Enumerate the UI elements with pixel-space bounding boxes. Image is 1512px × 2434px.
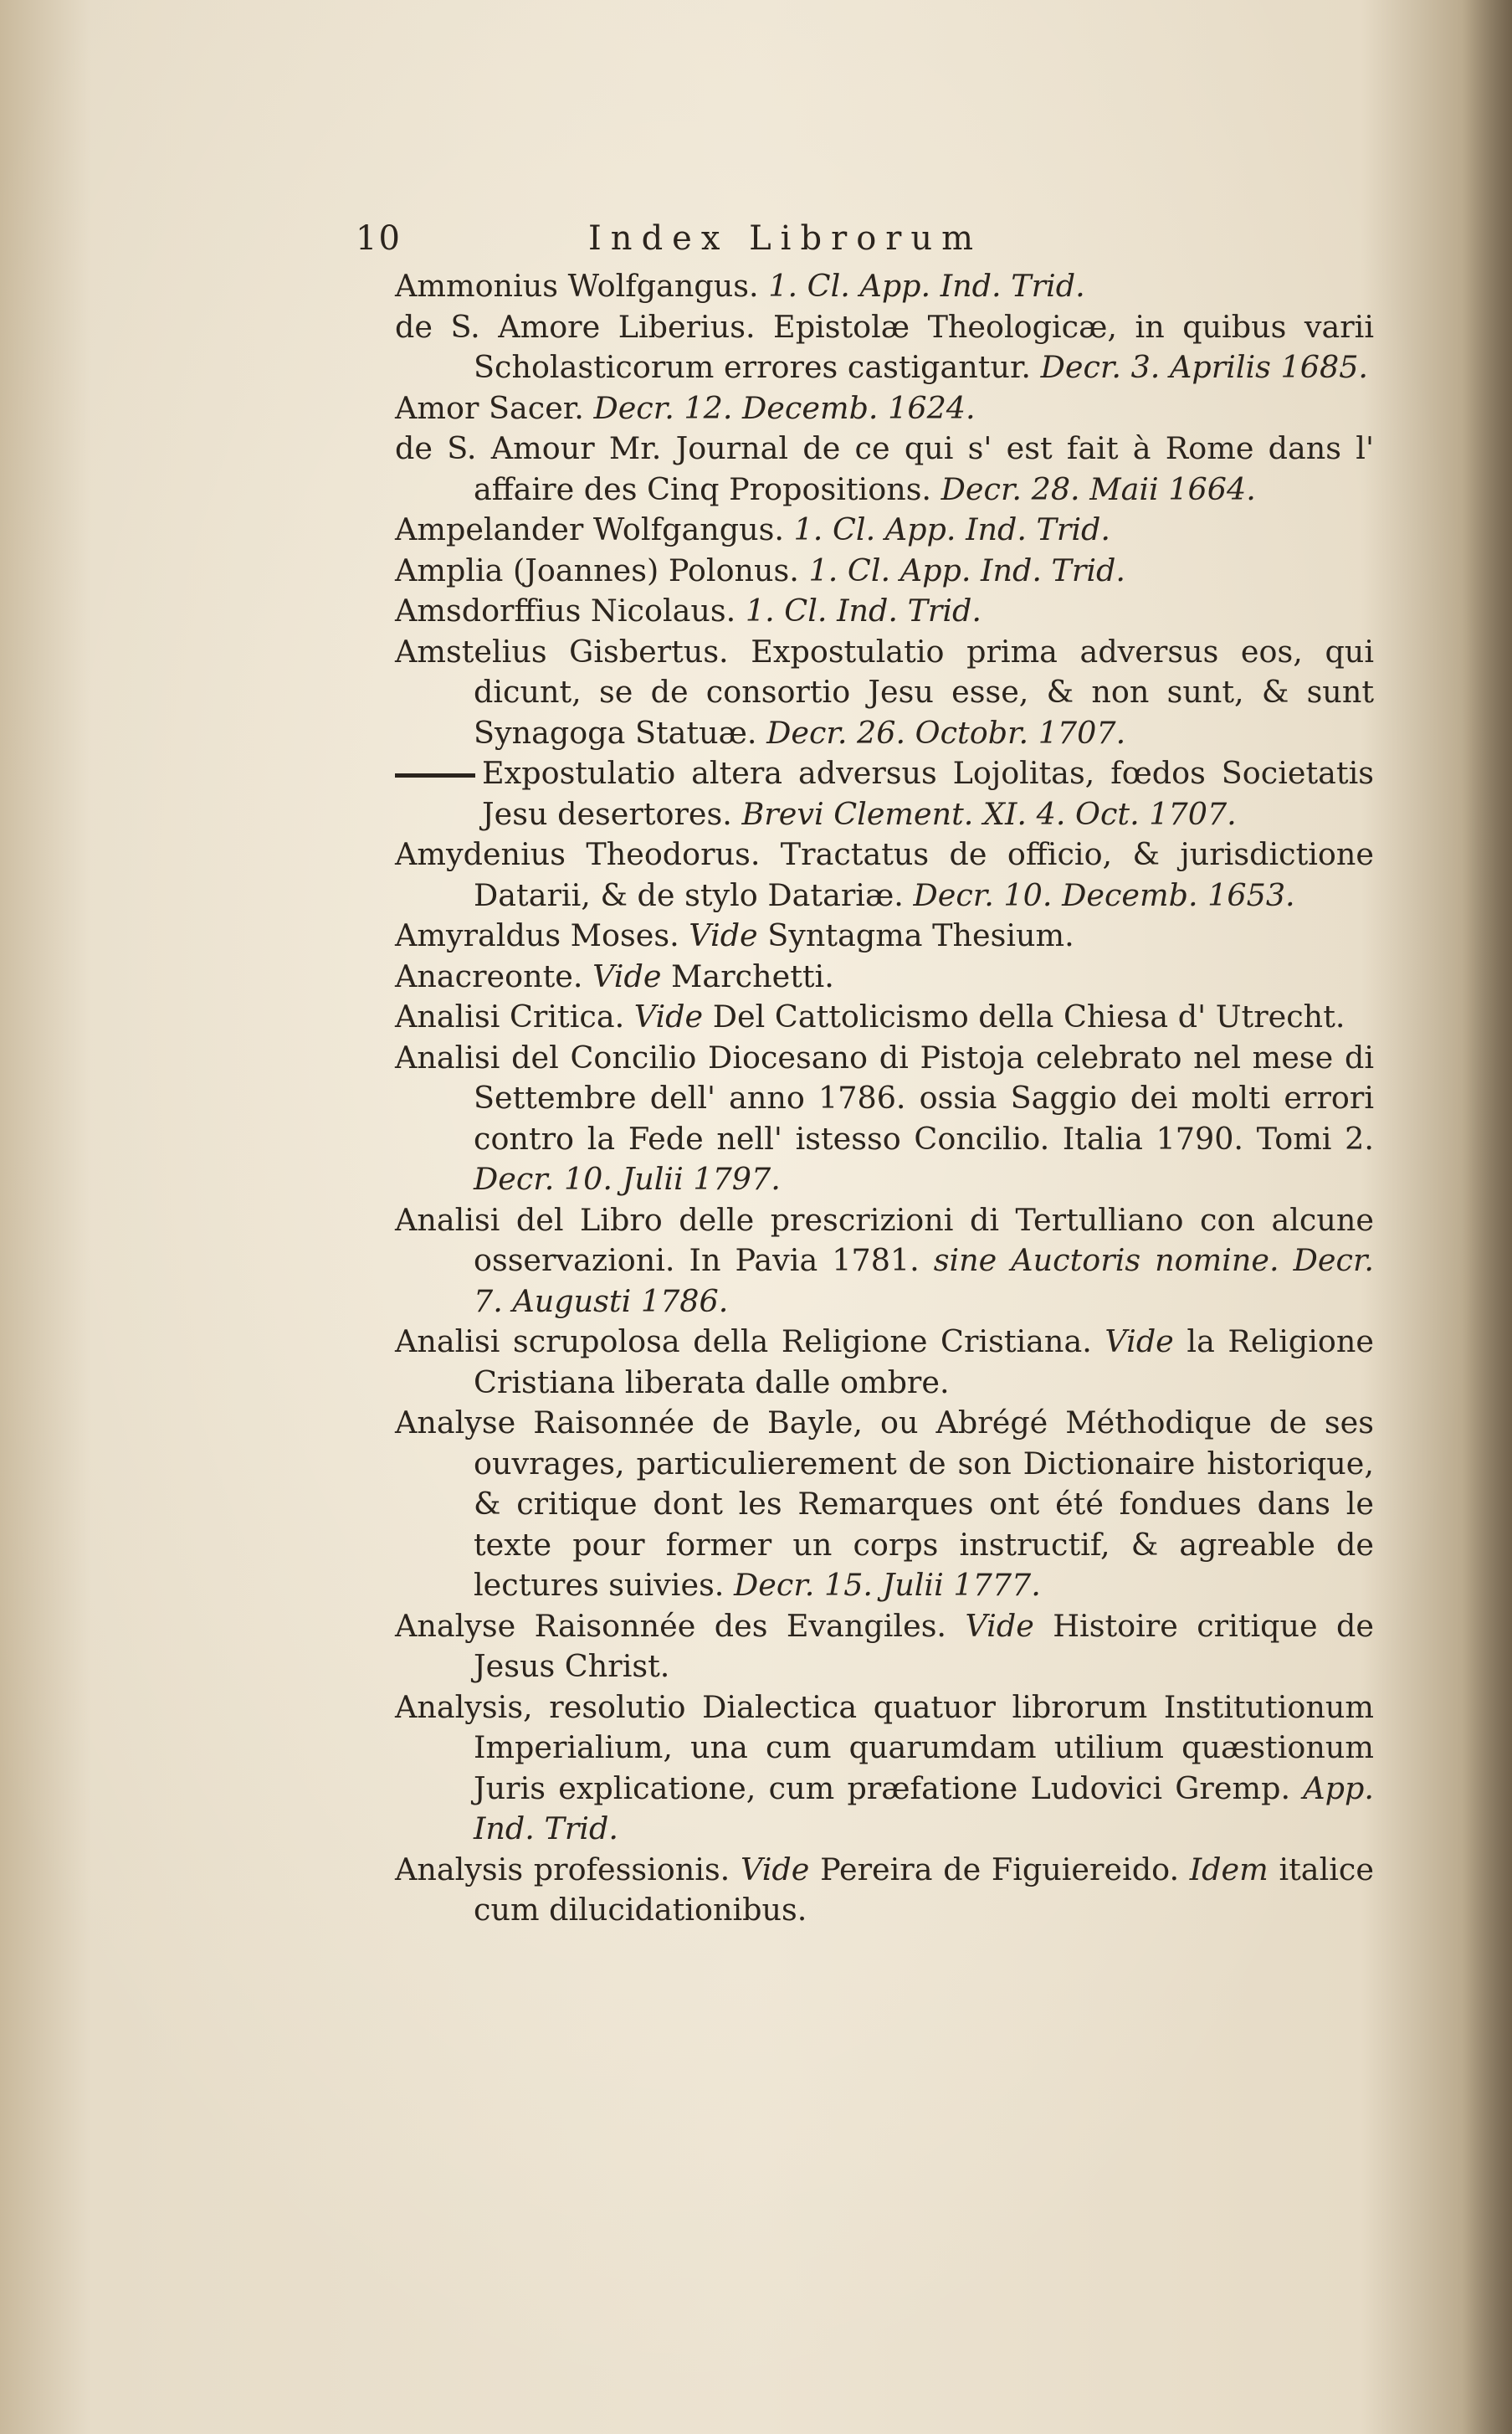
entry-text: Anacreonte.: [395, 958, 583, 994]
entry-cross-reference: Marchetti.: [661, 958, 834, 994]
entry-reference: Vide: [582, 958, 662, 994]
page-edge-shadow: [1462, 0, 1512, 2434]
entry-text: Amyraldus Moses.: [395, 917, 679, 953]
index-entry: [395, 429, 1374, 510]
index-entry: [395, 997, 1374, 1038]
entry-cross-reference: Histoire critique de Jesus Christ.: [474, 1607, 1374, 1684]
entry-text: Analisi del Libro delle prescrizioni di Tertulliano con alcune osservazioni. In Pavia 1781.: [395, 1201, 1374, 1278]
entry-reference: 1. Cl. App. Ind. Trid.: [798, 552, 1125, 588]
entry-text: Ampelander Wolfgangus.: [395, 511, 784, 547]
entry-text: Analysis, resolutio Dialectica quatuor librorum Institutionum Imperialium, una cum quarumdam utilium quæstionum Juris explicatione, cum præfatione Ludovici Gremp.: [395, 1688, 1374, 1806]
index-entry: [395, 916, 1374, 957]
entry-reference: 1. Cl. App. Ind. Trid.: [758, 268, 1085, 304]
entry-text: Amor Sacer.: [395, 389, 584, 426]
entry-reference: Vide: [624, 999, 704, 1035]
entry-text: Analisi del Concilio Diocesano di Pistoja celebrato nel mese di Settembre dell' anno 1786. ossia Saggio dei molti errori contro la Fede nell' istesso Concilio. Italia 1790. Tomi 2.: [395, 1039, 1374, 1157]
entry-cross-reference: Del Cattolicismo della Chiesa d' Utrecht.: [703, 999, 1345, 1035]
index-entry: [395, 632, 1374, 754]
index-entry: [395, 1606, 1374, 1687]
index-entry: [395, 591, 1374, 632]
index-entries: [395, 266, 1374, 1931]
index-entry: [395, 307, 1374, 388]
entry-reference: Decr. 15. Julii 1777.: [724, 1567, 1041, 1603]
index-entry: [395, 834, 1374, 916]
index-entry-continuation: [395, 753, 1374, 834]
entry-reference: Decr. 10. Decemb. 1653.: [903, 876, 1295, 913]
entry-reference: Idem: [1179, 1851, 1269, 1887]
entry-reference: 1. Cl. Ind. Trid.: [735, 593, 982, 629]
entry-text: Analisi scrupolosa della Religione Cristiana.: [395, 1323, 1092, 1359]
ditto-dash: [395, 773, 475, 778]
entry-text: Expostulatio altera adversus Lojolitas, fœdos Societatis Jesu desertores.: [482, 755, 1374, 832]
entry-text: de S. Amour Mr. Journal de ce qui s' est fait à Rome dans l' affaire des Cinq Propositions.: [395, 430, 1374, 507]
entry-text: Analyse Raisonnée de Bayle, ou Abrégé Méthodique de ses ouvrages, particulierement de son Dictionaire historique, & critique dont les Remarques ont été fondues dans le texte pour former un corps instructif, & agreable de lectures suivies.: [395, 1404, 1374, 1603]
entry-text: Ammonius Wolfgangus.: [395, 268, 759, 304]
entry-reference: Vide: [679, 917, 758, 953]
entry-text: Amstelius Gisbertus. Expostulatio prima adversus eos, qui dicunt, se de consortio Jesu esse, & non sunt, & sunt Synagoga Statuæ.: [395, 633, 1374, 751]
index-entry: [395, 957, 1374, 998]
entry-text: Analisi Critica.: [395, 999, 625, 1035]
entry-text: Analyse Raisonnée des Evangiles.: [395, 1607, 947, 1644]
index-entry: [395, 1687, 1374, 1850]
index-entry: [395, 266, 1374, 307]
entry-reference: Decr. 12. Decemb. 1624.: [583, 389, 976, 426]
entry-reference: Vide: [730, 1851, 810, 1887]
index-entry: [395, 1038, 1374, 1200]
entry-reference: Decr. 26. Octobr. 1707.: [756, 714, 1126, 751]
index-entry: [395, 510, 1374, 551]
entry-reference: Vide: [946, 1607, 1034, 1644]
entry-cross-reference: la Religione Cristiana liberata dalle ombre.: [474, 1323, 1374, 1400]
running-title: Index Librorum: [588, 219, 983, 258]
index-entry: [395, 1200, 1374, 1322]
entry-text: Amplia (Joannes) Polonus.: [395, 552, 799, 588]
entry-reference: App. Ind. Trid.: [474, 1769, 1374, 1846]
entry-text: Amsdorffius Nicolaus.: [395, 593, 736, 629]
index-entry: [395, 1322, 1374, 1403]
entry-reference: sine Auctoris nomine. Decr. 7. Augusti 1786.: [474, 1242, 1374, 1319]
index-entry: [395, 1850, 1374, 1931]
entry-cross-reference: italice cum dilucidationibus.: [474, 1851, 1374, 1928]
index-entry: [395, 388, 1374, 429]
index-entry: [395, 551, 1374, 592]
entry-reference: Decr. 28. Maii 1664.: [931, 470, 1256, 507]
entry-reference: 1. Cl. App. Ind. Trid.: [783, 511, 1110, 547]
entry-reference: Decr. 3. Aprilis 1685.: [1031, 349, 1369, 385]
entry-text: Amydenius Theodorus. Tractatus de officio, & jurisdictione Datarii, & de stylo Datariæ.: [395, 836, 1374, 913]
entry-text: Analysis professionis.: [395, 1851, 730, 1887]
entry-text: de S. Amore Liberius. Epistolæ Theologicæ, in quibus varii Scholasticorum errores castigantur.: [395, 308, 1374, 385]
entry-reference: Vide: [1091, 1323, 1174, 1359]
entry-reference: Brevi Clement. XI. 4. Oct. 1707.: [731, 795, 1237, 832]
entry-cross-reference: Syntagma Thesium.: [757, 917, 1074, 953]
index-entry: [395, 1403, 1374, 1606]
page-number: 10: [356, 219, 402, 258]
entry-cross-reference: Pereira de Figuiereido.: [809, 1851, 1180, 1887]
entry-reference: Decr. 10. Julii 1797.: [474, 1161, 781, 1197]
